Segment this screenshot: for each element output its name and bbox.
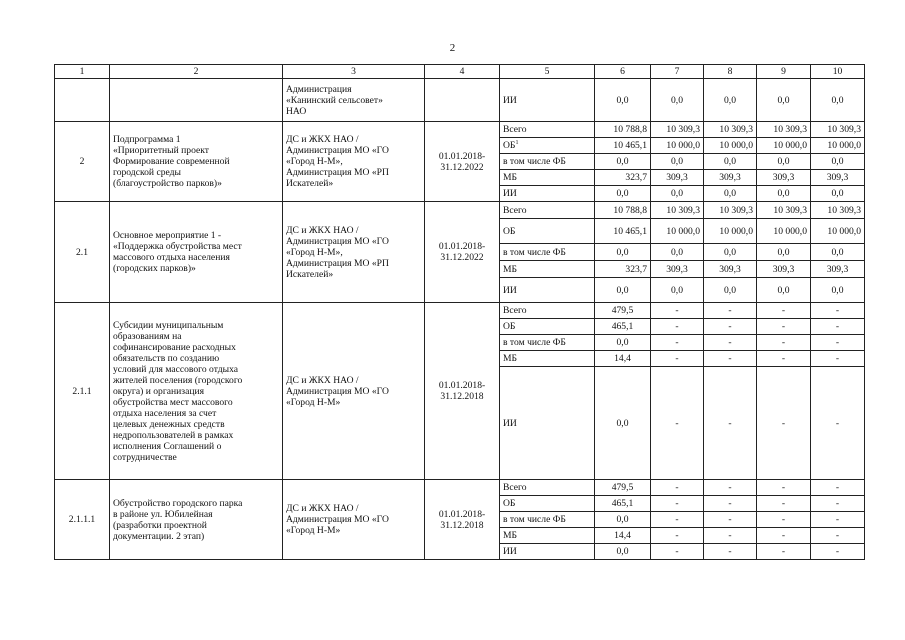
header-cell: 1 <box>55 65 110 79</box>
value-cell: 309,3 <box>704 261 757 278</box>
table-row <box>55 303 865 319</box>
value-cell: 0,0 <box>651 79 704 122</box>
value-cell: 309,3 <box>757 261 811 278</box>
value-cell: 0,0 <box>811 79 865 122</box>
executor-cell: Администрация «Канинский сельсовет» НАО <box>283 79 425 122</box>
header-cell: 2 <box>110 65 283 79</box>
value-cell: 0,0 <box>811 186 865 202</box>
value-cell: 309,3 <box>811 170 865 186</box>
value-cell: - <box>757 512 811 528</box>
footnote-marker: 1 <box>515 139 519 146</box>
value-cell: 465,1 <box>595 319 651 335</box>
value-cell: - <box>651 351 704 367</box>
value-cell: 479,5 <box>595 303 651 319</box>
value-cell: 0,0 <box>757 186 811 202</box>
row-number-cell <box>55 79 110 122</box>
value-cell: - <box>704 544 757 560</box>
executor-cell: ДС и ЖКХ НАО / Администрация МО «ГО «Город Н-М» <box>283 480 425 560</box>
funding-source-cell: в том числе ФБ <box>500 244 595 261</box>
funding-source-cell <box>500 138 595 154</box>
value-cell: - <box>704 528 757 544</box>
value-cell: 0,0 <box>704 244 757 261</box>
value-cell: 10 788,8 <box>595 202 651 219</box>
table-row <box>55 79 865 122</box>
value-cell: 0,0 <box>595 367 651 480</box>
value-cell: - <box>757 480 811 496</box>
value-cell: 323,7 <box>595 261 651 278</box>
activity-name-cell: Субсидии муниципальным образованиям на софинансирование расходных обязательств по созданию условий для массового отдыха жителей поселения (городского округа) и организация обустройства мест массового отдыха населения за счет целевых денежных средств недропользователей в рамках исполнения Соглашений о сотрудничестве <box>110 303 283 480</box>
value-cell: 309,3 <box>651 170 704 186</box>
value-cell: - <box>651 480 704 496</box>
executor-cell: ДС и ЖКХ НАО / Администрация МО «ГО «Город Н-М», Администрация МО «РП Искателей» <box>283 122 425 202</box>
funding-source-cell: Всего <box>500 122 595 138</box>
value-cell: - <box>651 528 704 544</box>
value-cell: 0,0 <box>651 154 704 170</box>
value-cell: 0,0 <box>651 244 704 261</box>
value-cell: 0,0 <box>595 154 651 170</box>
value-cell: - <box>811 351 865 367</box>
header-cell: 7 <box>651 65 704 79</box>
header-cell: 10 <box>811 65 865 79</box>
period-cell: 01.01.2018- 31.12.2022 <box>425 122 500 202</box>
value-cell: - <box>811 367 865 480</box>
funding-source-cell: ИИ <box>500 278 595 303</box>
funding-source-cell: в том числе ФБ <box>500 512 595 528</box>
header-cell: 4 <box>425 65 500 79</box>
value-cell: - <box>757 496 811 512</box>
value-cell: - <box>704 335 757 351</box>
value-cell: 10 000,0 <box>651 219 704 244</box>
period-cell: 01.01.2018- 31.12.2018 <box>425 480 500 560</box>
value-cell: 10 309,3 <box>651 202 704 219</box>
value-cell: - <box>757 367 811 480</box>
row-number-cell: 2.1.1.1 <box>55 480 110 560</box>
value-cell: 0,0 <box>757 154 811 170</box>
funding-source-label: ОБ <box>503 140 516 151</box>
table-row <box>55 202 865 219</box>
value-cell: 479,5 <box>595 480 651 496</box>
value-cell: 10 465,1 <box>595 138 651 154</box>
funding-source-cell: ОБ <box>500 219 595 244</box>
activity-name-cell: Подпрограмма 1 «Приоритетный проект Формирование современной городской среды (благоустройство парков)» <box>110 122 283 202</box>
executor-cell: ДС и ЖКХ НАО / Администрация МО «ГО «Город Н-М» <box>283 303 425 480</box>
page-number: 2 <box>449 42 456 54</box>
value-cell: - <box>704 496 757 512</box>
value-cell: 465,1 <box>595 496 651 512</box>
table-row <box>55 122 865 138</box>
value-cell: 0,0 <box>757 79 811 122</box>
value-cell: - <box>811 544 865 560</box>
value-cell: 0,0 <box>595 544 651 560</box>
period-cell: 01.01.2018- 31.12.2018 <box>425 303 500 480</box>
value-cell: 0,0 <box>811 244 865 261</box>
value-cell: 309,3 <box>757 170 811 186</box>
value-cell: 14,4 <box>595 351 651 367</box>
value-cell: 10 000,0 <box>757 138 811 154</box>
value-cell: - <box>757 528 811 544</box>
value-cell: 0,0 <box>595 186 651 202</box>
value-cell: 10 000,0 <box>704 219 757 244</box>
header-cell: 6 <box>595 65 651 79</box>
activity-name-cell <box>110 79 283 122</box>
value-cell: - <box>811 528 865 544</box>
value-cell: - <box>757 303 811 319</box>
funding-source-cell: ИИ <box>500 186 595 202</box>
value-cell: - <box>811 496 865 512</box>
value-cell: - <box>811 335 865 351</box>
value-cell: 10 000,0 <box>811 138 865 154</box>
value-cell: 10 788,8 <box>595 122 651 138</box>
value-cell: - <box>757 319 811 335</box>
executor-cell: ДС и ЖКХ НАО / Администрация МО «ГО «Город Н-М», Администрация МО «РП Искателей» <box>283 202 425 303</box>
value-cell: - <box>704 367 757 480</box>
activity-name-cell: Обустройство городского парка в районе ул. Юбилейная (разработки проектной документации. 2 этап) <box>110 480 283 560</box>
program-funding-table <box>54 64 865 560</box>
header-cell: 3 <box>283 65 425 79</box>
value-cell: 10 309,3 <box>757 122 811 138</box>
value-cell: 0,0 <box>595 278 651 303</box>
funding-source-cell: Всего <box>500 480 595 496</box>
funding-source-cell: Всего <box>500 303 595 319</box>
value-cell: 0,0 <box>811 154 865 170</box>
value-cell: 0,0 <box>651 186 704 202</box>
value-cell: - <box>811 512 865 528</box>
activity-name-cell: Основное мероприятие 1 - «Поддержка обустройства мест массового отдыха населения (городских парков)» <box>110 202 283 303</box>
value-cell: 0,0 <box>811 278 865 303</box>
value-cell: - <box>704 351 757 367</box>
row-number-cell: 2.1 <box>55 202 110 303</box>
header-cell: 8 <box>704 65 757 79</box>
value-cell: 10 309,3 <box>811 122 865 138</box>
funding-source-cell: МБ <box>500 261 595 278</box>
funding-source-cell: Всего <box>500 202 595 219</box>
value-cell: 10 309,3 <box>704 122 757 138</box>
value-cell: - <box>704 512 757 528</box>
value-cell: 10 000,0 <box>704 138 757 154</box>
table-row <box>55 480 865 496</box>
funding-source-cell: в том числе ФБ <box>500 154 595 170</box>
value-cell: 0,0 <box>595 512 651 528</box>
value-cell: - <box>704 480 757 496</box>
value-cell: 10 000,0 <box>757 219 811 244</box>
value-cell: - <box>757 335 811 351</box>
value-cell: 0,0 <box>595 244 651 261</box>
funding-source-cell: МБ <box>500 351 595 367</box>
value-cell: - <box>757 544 811 560</box>
value-cell: 323,7 <box>595 170 651 186</box>
value-cell: - <box>651 303 704 319</box>
value-cell: 0,0 <box>595 335 651 351</box>
value-cell: 0,0 <box>757 278 811 303</box>
period-cell <box>425 79 500 122</box>
header-cell: 5 <box>500 65 595 79</box>
value-cell: - <box>704 303 757 319</box>
value-cell: 309,3 <box>651 261 704 278</box>
funding-source-cell: ИИ <box>500 367 595 480</box>
funding-source-cell: ИИ <box>500 79 595 122</box>
value-cell: 14,4 <box>595 528 651 544</box>
value-cell: 309,3 <box>704 170 757 186</box>
value-cell: - <box>757 351 811 367</box>
table-header-row <box>55 65 865 79</box>
value-cell: - <box>651 512 704 528</box>
value-cell: 10 000,0 <box>811 219 865 244</box>
funding-source-cell: ОБ <box>500 496 595 512</box>
value-cell: 10 309,3 <box>651 122 704 138</box>
value-cell: - <box>704 319 757 335</box>
header-cell: 9 <box>757 65 811 79</box>
value-cell: 10 309,3 <box>704 202 757 219</box>
value-cell: 10 309,3 <box>757 202 811 219</box>
value-cell: - <box>651 319 704 335</box>
value-cell: 0,0 <box>704 79 757 122</box>
funding-source-cell: в том числе ФБ <box>500 335 595 351</box>
value-cell: 10 000,0 <box>651 138 704 154</box>
funding-source-cell: МБ <box>500 170 595 186</box>
value-cell: 0,0 <box>595 79 651 122</box>
value-cell: - <box>651 544 704 560</box>
row-number-cell: 2.1.1 <box>55 303 110 480</box>
row-number-cell: 2 <box>55 122 110 202</box>
value-cell: 10 309,3 <box>811 202 865 219</box>
period-cell: 01.01.2018- 31.12.2022 <box>425 202 500 303</box>
value-cell: 0,0 <box>757 244 811 261</box>
funding-source-cell: МБ <box>500 528 595 544</box>
funding-source-cell: ИИ <box>500 544 595 560</box>
value-cell: 0,0 <box>704 278 757 303</box>
value-cell: 0,0 <box>704 154 757 170</box>
value-cell: 0,0 <box>651 278 704 303</box>
value-cell: - <box>811 319 865 335</box>
value-cell: - <box>811 303 865 319</box>
value-cell: - <box>651 496 704 512</box>
value-cell: 0,0 <box>704 186 757 202</box>
value-cell: - <box>811 480 865 496</box>
value-cell: 309,3 <box>811 261 865 278</box>
funding-source-cell: ОБ <box>500 319 595 335</box>
value-cell: 10 465,1 <box>595 219 651 244</box>
value-cell: - <box>651 367 704 480</box>
value-cell: - <box>651 335 704 351</box>
